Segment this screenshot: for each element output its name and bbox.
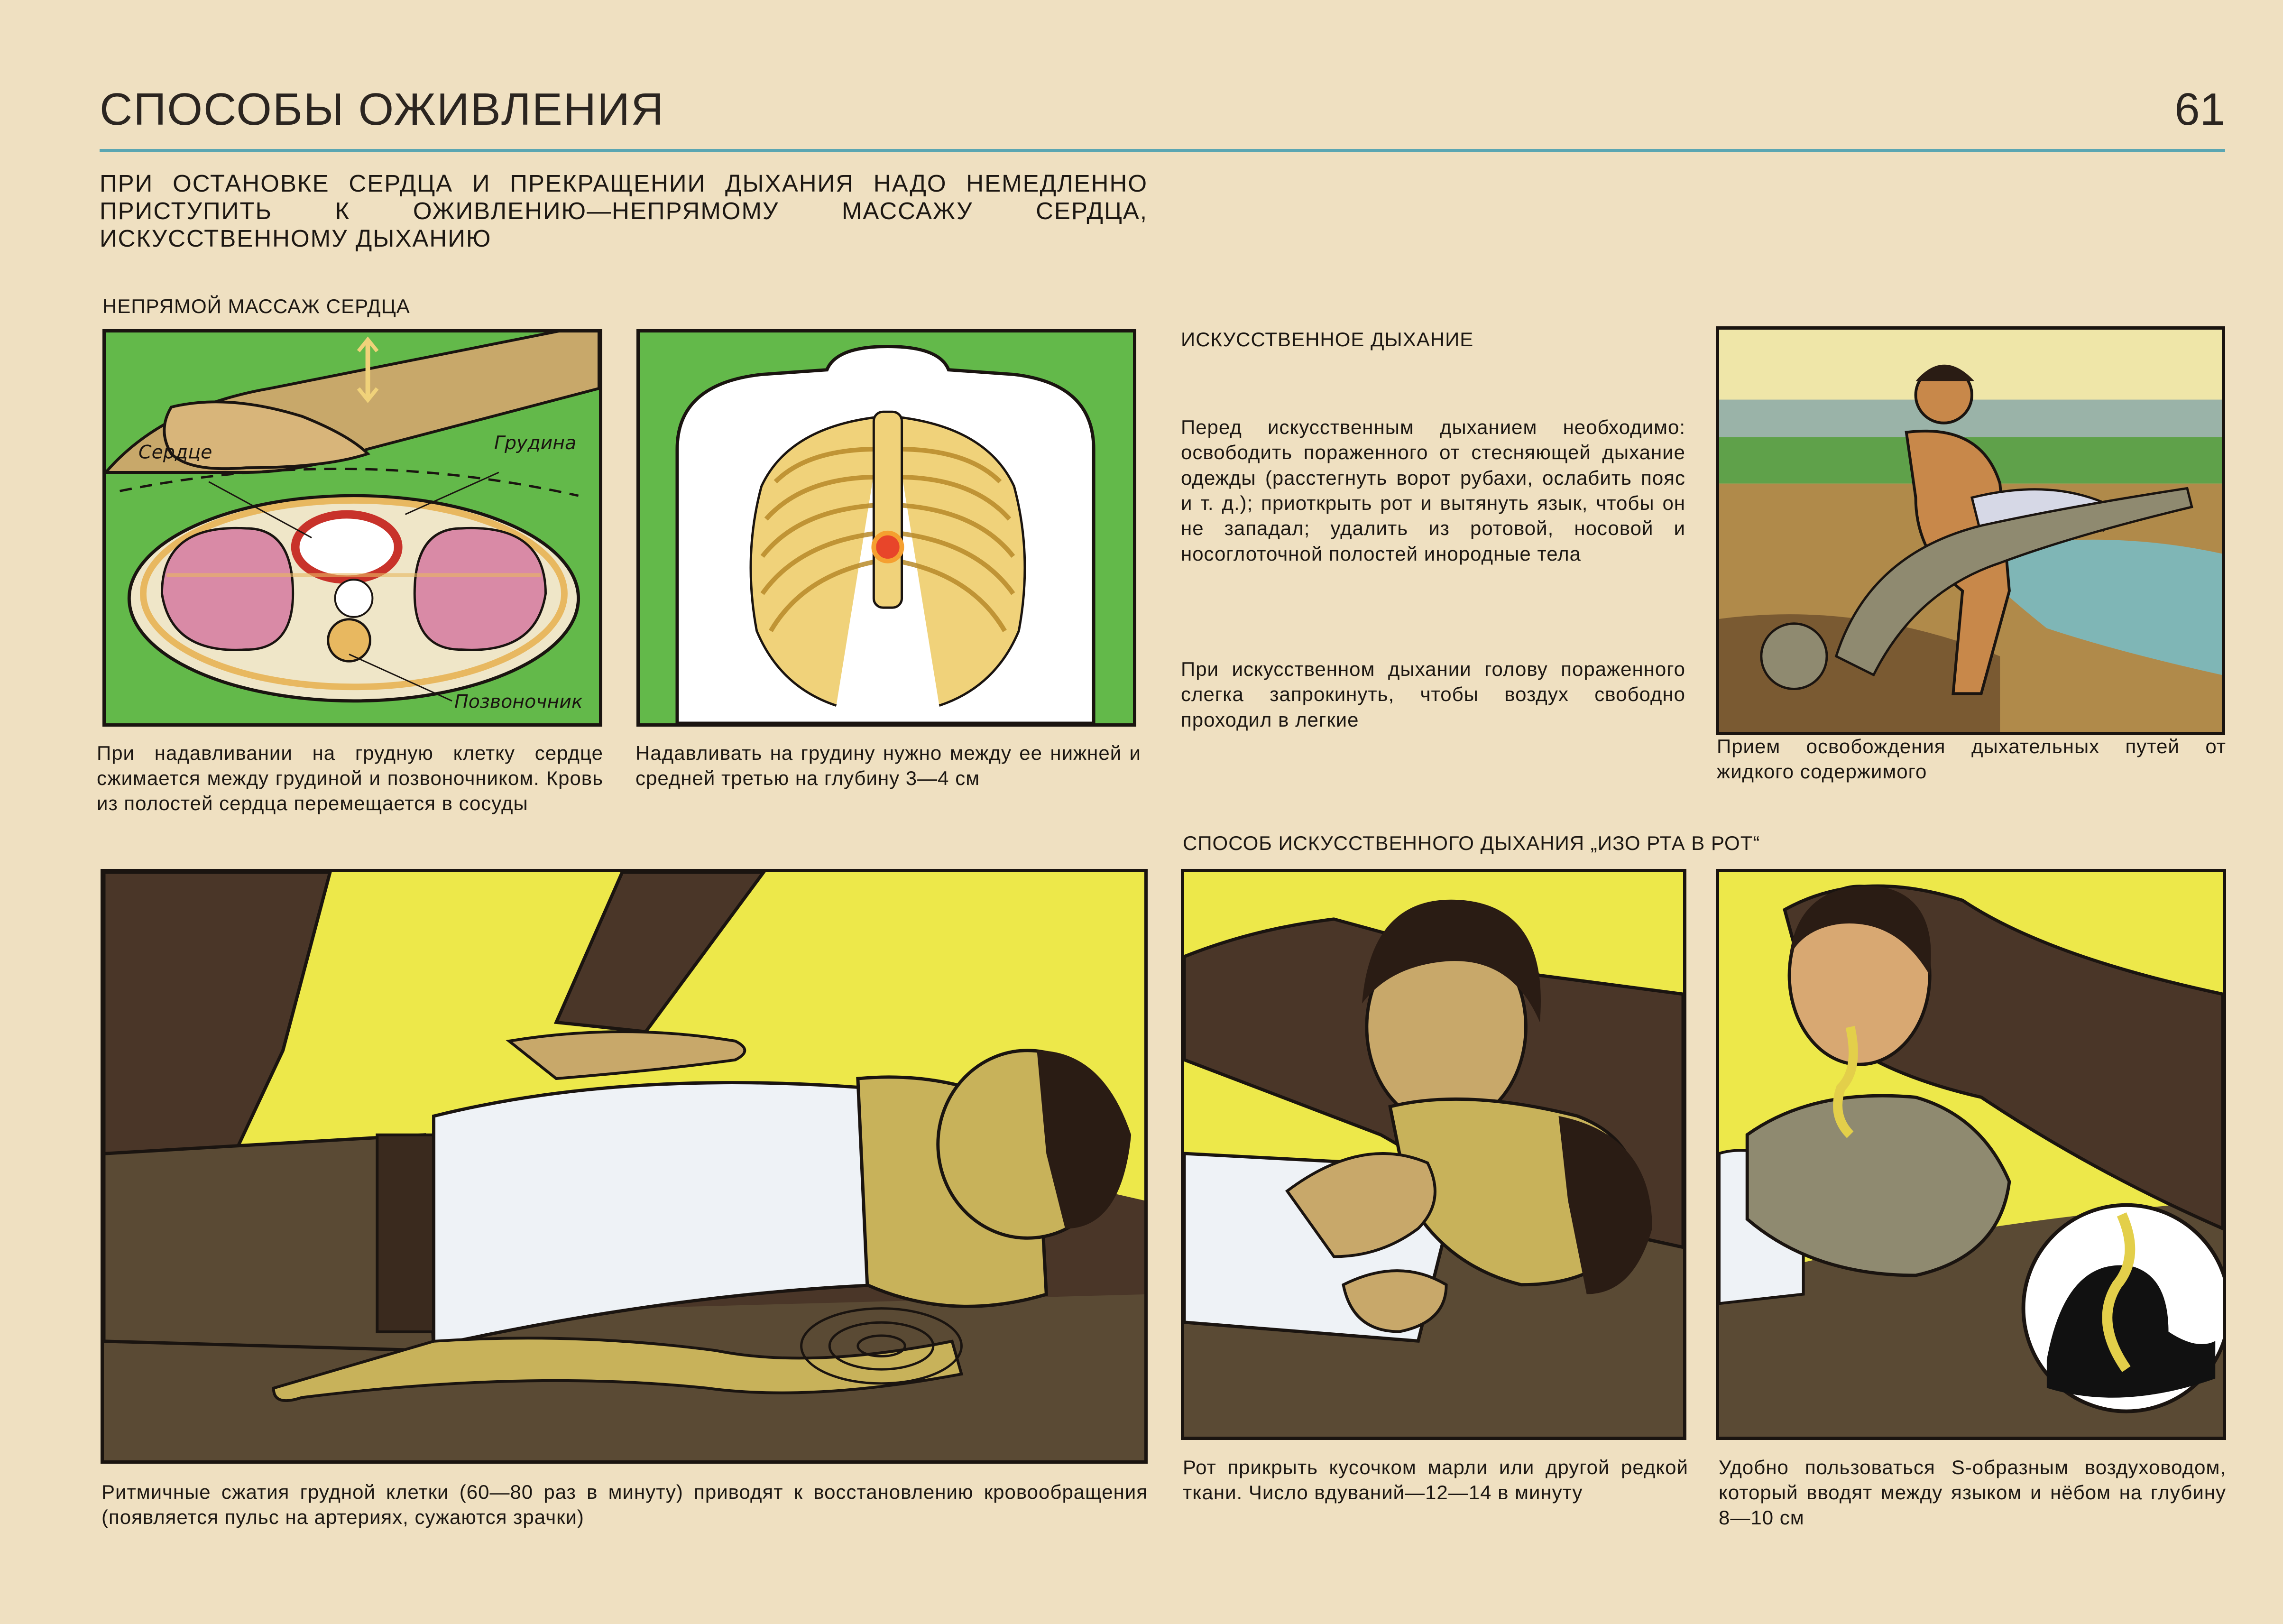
- caption-ribcage: Надавливать на грудину нужно между ее нижней и средней третью на глубину 3—4 см: [635, 742, 1141, 789]
- label-spine: Позвоночник: [454, 691, 583, 713]
- caption-compressions: Ритмичные сжатия грудной клетки (60—80 раз в минуту) приводят к восстановлению кровообращения (появляется пульс на артериях, сужаются зрачки): [101, 1481, 1148, 1528]
- header-rule: [100, 149, 2225, 152]
- s-tube-illustration: [1716, 869, 2226, 1440]
- label-heart: Сердце: [138, 441, 212, 463]
- chest-compressions-illustration: [101, 869, 1148, 1464]
- ribcage-illustration: [636, 329, 1136, 727]
- section-heading-cardiac-massage: НЕПРЯМОЙ МАССАЖ СЕРДЦА: [102, 295, 410, 317]
- page-number: 61: [2174, 84, 2225, 135]
- page-title: СПОСОБЫ ОЖИВЛЕНИЯ: [100, 84, 665, 135]
- breathing-text-head-tilt: При искусственном дыхании голову пораженного слегка запрокинуть, чтобы воздух свободно проходил в легкие: [1181, 658, 1685, 731]
- intro-text: ПРИ ОСТАНОВКЕ СЕРДЦА И ПРЕКРАЩЕНИИ ДЫХАНИЯ НАДО НЕМЕДЛЕННО ПРИСТУПИТЬ К ОЖИВЛЕНИЮ—НЕПРЯМОМУ МАССАЖУ СЕРДЦА, ИСКУССТВЕННОМУ ДЫХАНИЮ: [100, 170, 1148, 252]
- breathing-text-preparation: Перед искусственным дыханием необходимо: освободить пораженного от стесняющей дыхание одежды (расстегнуть ворот рубахи, ослабить пояс и т. д.); приоткрыть рот и вытянуть язык, чтобы он не западал; удалить из ротовой, носовой и носоглоточной полостей инородные тела: [1181, 416, 1685, 565]
- section-heading-artificial-breathing: ИСКУССТВЕННОЕ ДЫХАНИЕ: [1181, 328, 1474, 351]
- caption-airway-clearing: Прием освобождения дыхательных путей от жидкого содержимого: [1717, 735, 2226, 783]
- chest-cross-section-illustration: [102, 329, 602, 727]
- label-sternum: Грудина: [494, 432, 577, 454]
- section-heading-mouth-to-mouth: СПОСОБ ИСКУССТВЕННОГО ДЫХАНИЯ „ИЗО РТА В РОТ“: [1183, 832, 1760, 854]
- mouth-to-mouth-illustration: [1181, 869, 1686, 1440]
- caption-s-tube: Удобно пользоваться S-образным воздуховодом, который вводят между языком и нёбом на глубину 8—10 см: [1719, 1456, 2226, 1529]
- airway-clearing-illustration: [1716, 326, 2225, 735]
- caption-cross-section: При надавливании на грудную клетку сердце сжимается между грудиной и позвоночником. Кровь из полостей сердца перемещается в сосуды: [97, 742, 603, 814]
- caption-mouth-gauze: Рот прикрыть кусочком марли или другой редкой ткани. Число вдуваний—12—14 в минуту: [1183, 1456, 1688, 1504]
